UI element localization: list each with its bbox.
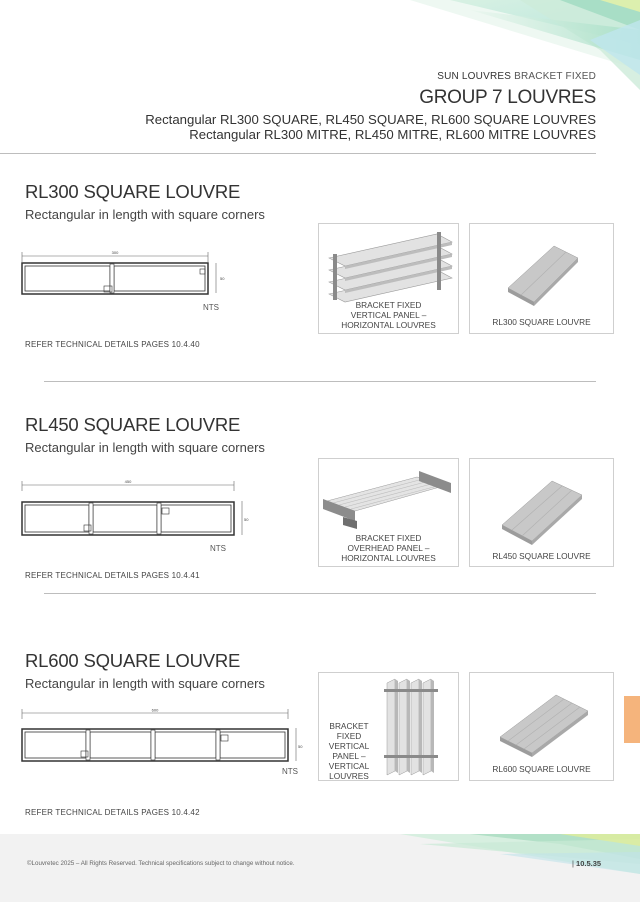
- header-category-bold: SUN LOUVRES: [437, 71, 512, 82]
- louvre-panel-illustration-icon: [319, 224, 458, 304]
- image-box-bracket-vertical-panel: [318, 223, 459, 334]
- section-subtitle-rl600: Rectangular in length with square corners: [25, 676, 265, 691]
- product-box-rl450: [469, 458, 614, 567]
- refer-text-rl300: REFER TECHNICAL DETAILS PAGES 10.4.40: [25, 340, 200, 349]
- dim-height-rl300: 50: [220, 276, 225, 281]
- dim-width-rl450: 450: [124, 479, 132, 484]
- section-title-rl450: RL450 SQUARE LOUVRE: [25, 414, 241, 435]
- product-label-rl300: RL300 SQUARE LOUVRE: [492, 317, 591, 327]
- product-louvre-icon: [470, 673, 613, 763]
- footer-decoration: [0, 834, 640, 902]
- image-box-bracket-overhead-panel: [318, 458, 459, 567]
- footer-copyright: ©Louvretec 2025 – All Rights Reserved. Technical specifications subject to change without notice.: [27, 860, 295, 867]
- vertical-louvre-illustration-icon: [379, 675, 454, 779]
- product-label-rl450: RL450 SQUARE LOUVRE: [492, 551, 591, 561]
- page-number: | 10.5.35: [572, 859, 602, 868]
- product-box-rl600: [469, 672, 614, 781]
- header-line-2: Rectangular RL300 MITRE, RL450 MITRE, RL600 MITRE LOUVRES: [189, 127, 596, 142]
- header-category: [437, 71, 596, 82]
- product-louvre-icon: [470, 459, 613, 549]
- refer-text-rl450: REFER TECHNICAL DETAILS PAGES 10.4.41: [25, 571, 200, 580]
- dim-height-rl600: 50: [298, 744, 303, 749]
- header-line-1: Rectangular RL300 SQUARE, RL450 SQUARE, RL600 SQUARE LOUVRES: [145, 112, 596, 127]
- section-divider-1: [44, 381, 596, 382]
- header-category-light: BRACKET FIXED: [514, 71, 596, 82]
- dim-width-rl300: 300: [111, 250, 119, 255]
- profile-drawing-rl300: [18, 248, 223, 300]
- section-subtitle-rl300: Rectangular in length with square corners: [25, 207, 265, 222]
- dim-width-rl600: 600: [151, 707, 159, 713]
- nts-label-rl300: NTS: [203, 303, 219, 312]
- nts-label-rl600: NTS: [282, 767, 298, 776]
- footer: [0, 834, 640, 902]
- page-title: GROUP 7 LOUVRES: [419, 87, 596, 108]
- profile-drawing-rl600: [18, 708, 308, 768]
- product-label-rl600: RL600 SQUARE LOUVRE: [492, 764, 591, 774]
- profile-drawing-rl450: [18, 479, 250, 539]
- product-louvre-icon: [470, 224, 613, 314]
- section-tab-marker: [624, 696, 640, 743]
- refer-text-rl600: REFER TECHNICAL DETAILS PAGES 10.4.42: [25, 808, 200, 817]
- section-title-rl600: RL600 SQUARE LOUVRE: [25, 650, 241, 671]
- dim-height-rl450: 50: [244, 517, 249, 522]
- overhead-louvre-illustration-icon: [319, 459, 458, 535]
- section-title-rl300: RL300 SQUARE LOUVRE: [25, 181, 241, 202]
- section-subtitle-rl450: Rectangular in length with square corners: [25, 440, 265, 455]
- nts-label-rl450: NTS: [210, 544, 226, 553]
- page-number-value: 10.5.35: [576, 859, 602, 868]
- image-label-rl450: BRACKET FIXED OVERHEAD PANEL – HORIZONTAL LOUVRES: [341, 533, 436, 563]
- image-label-rl300: BRACKET FIXED VERTICAL PANEL – HORIZONTAL LOUVRES: [341, 300, 436, 330]
- image-box-bracket-vertical-louvres: [318, 672, 459, 781]
- image-label-rl600: BRACKET FIXED VERTICAL PANEL – VERTICAL LOUVRES: [328, 721, 370, 781]
- section-divider-2: [44, 593, 596, 594]
- header-divider: [0, 153, 596, 154]
- product-box-rl300: [469, 223, 614, 334]
